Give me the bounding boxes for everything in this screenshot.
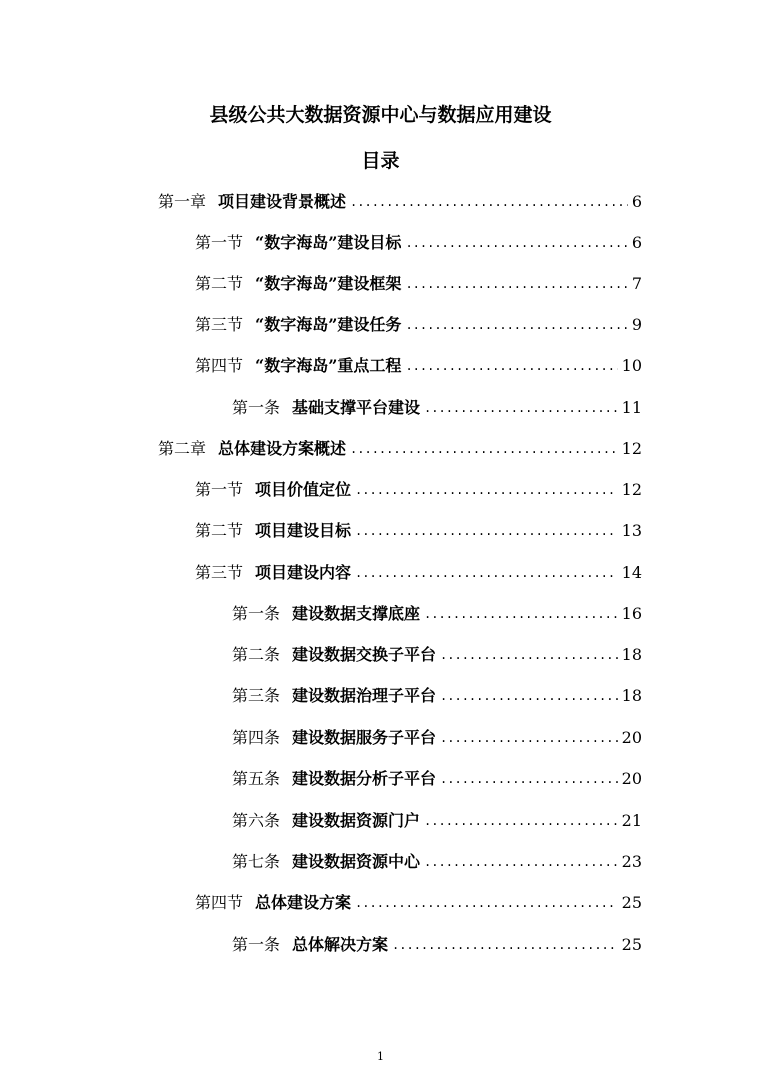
toc-entry[interactable] xyxy=(195,889,642,913)
toc-entry[interactable] xyxy=(232,724,642,748)
toc-entry[interactable] xyxy=(232,931,642,955)
toc-leader-dots xyxy=(355,483,618,500)
toc-entry-page: 6 xyxy=(631,192,642,211)
toc-entry-number: 第一章 xyxy=(158,192,207,211)
toc-entry[interactable] xyxy=(195,229,642,253)
toc-entry-title: “数字海岛”重点工程 xyxy=(255,356,402,375)
toc-leader-dots xyxy=(405,277,627,294)
toc-entry-page: 25 xyxy=(621,935,642,954)
toc-entry-number: 第一条 xyxy=(232,935,281,954)
toc-heading: 目录 xyxy=(361,150,400,172)
toc-entry[interactable] xyxy=(195,352,642,376)
toc-leader-dots xyxy=(440,648,618,665)
toc-entry-title: 总体建设方案 xyxy=(255,893,352,912)
toc-leader-dots xyxy=(350,442,618,459)
toc-entry-title: 建设数据资源中心 xyxy=(292,852,421,871)
toc-leader-dots xyxy=(355,896,618,913)
toc-entry-title: 基础支撑平台建设 xyxy=(292,398,421,417)
toc-entry[interactable] xyxy=(195,517,642,541)
toc-entry[interactable] xyxy=(195,476,642,500)
toc-entry-page: 23 xyxy=(621,852,642,871)
toc-entry-page: 12 xyxy=(621,439,642,458)
toc-leader-dots xyxy=(355,524,618,541)
toc-entry-number: 第二章 xyxy=(158,439,207,458)
toc-entry-page: 18 xyxy=(621,686,642,705)
toc-entry-number: 第三条 xyxy=(232,686,281,705)
toc-entry-title: 项目建设背景概述 xyxy=(218,192,347,211)
toc-entry-number: 第二条 xyxy=(232,645,281,664)
toc-leader-dots xyxy=(440,772,618,789)
page-number: 1 xyxy=(377,1050,384,1063)
toc-entry-title: 建设数据分析子平台 xyxy=(292,769,437,788)
toc-leader-dots xyxy=(405,318,627,335)
toc-entry-page: 11 xyxy=(621,398,642,417)
toc-entry-title: 建设数据治理子平台 xyxy=(292,686,437,705)
toc-entry-page: 25 xyxy=(621,893,642,912)
toc-entry-title: 项目建设目标 xyxy=(255,521,352,540)
toc-entry[interactable] xyxy=(232,848,642,872)
toc-leader-dots xyxy=(424,401,618,418)
toc-entry[interactable] xyxy=(195,311,642,335)
toc-entry[interactable] xyxy=(158,435,642,459)
toc-entry-page: 16 xyxy=(621,604,642,623)
toc-entry-number: 第二节 xyxy=(195,521,244,540)
toc-entry-page: 7 xyxy=(631,274,642,293)
toc-entry-page: 10 xyxy=(621,356,642,375)
toc-entry-page: 6 xyxy=(631,233,642,252)
toc-leader-dots xyxy=(405,359,617,376)
toc-leader-dots xyxy=(424,814,618,831)
toc-entry-number: 第七条 xyxy=(232,852,281,871)
toc-entry-number: 第五条 xyxy=(232,769,281,788)
toc-entry-number: 第三节 xyxy=(195,563,244,582)
toc-entry-number: 第三节 xyxy=(195,315,244,334)
toc-entry-title: 建设数据服务子平台 xyxy=(292,728,437,747)
toc-entry[interactable] xyxy=(195,559,642,583)
toc-entry[interactable] xyxy=(232,765,642,789)
toc-entry[interactable] xyxy=(232,394,642,418)
toc-entry-number: 第一条 xyxy=(232,604,281,623)
toc-leader-dots xyxy=(355,566,618,583)
toc-entry-page: 13 xyxy=(621,521,642,540)
toc-entry-number: 第一节 xyxy=(195,233,244,252)
toc-entry-page: 18 xyxy=(621,645,642,664)
toc-entry-title: 项目建设内容 xyxy=(255,563,352,582)
toc-leader-dots xyxy=(440,689,618,706)
toc-entry-title: 总体建设方案概述 xyxy=(218,439,347,458)
toc-entry-number: 第一节 xyxy=(195,480,244,499)
toc-entry-number: 第一条 xyxy=(232,398,281,417)
toc-entry[interactable] xyxy=(232,807,642,831)
toc-entry[interactable] xyxy=(158,188,642,212)
toc-entry-page: 14 xyxy=(621,563,642,582)
toc-entry-number: 第二节 xyxy=(195,274,244,293)
toc-entry-title: “数字海岛”建设任务 xyxy=(255,315,402,334)
toc-entry-page: 21 xyxy=(621,811,642,830)
toc-entry-number: 第四节 xyxy=(195,893,244,912)
toc-entry[interactable] xyxy=(232,600,642,624)
toc-leader-dots xyxy=(440,731,618,748)
toc-entry-page: 12 xyxy=(621,480,642,499)
toc-entry[interactable] xyxy=(232,682,642,706)
toc-leader-dots xyxy=(350,195,628,212)
toc-leader-dots xyxy=(392,938,618,955)
toc-entry-number: 第六条 xyxy=(232,811,281,830)
toc-entry-title: 建设数据交换子平台 xyxy=(292,645,437,664)
toc-entry-page: 20 xyxy=(621,728,642,747)
toc-entry-title: “数字海岛”建设框架 xyxy=(255,274,402,293)
toc-entry-number: 第四条 xyxy=(232,728,281,747)
toc-leader-dots xyxy=(405,236,627,253)
toc-entry[interactable] xyxy=(195,270,642,294)
toc-entry-title: 项目价值定位 xyxy=(255,480,352,499)
toc-entry-page: 9 xyxy=(631,315,642,334)
document-title: 县级公共大数据资源中心与数据应用建设 xyxy=(209,104,552,126)
toc-entry-page: 20 xyxy=(621,769,642,788)
toc-entry-title: 总体解决方案 xyxy=(292,935,389,954)
toc-entry[interactable] xyxy=(232,641,642,665)
toc-entry-title: “数字海岛”建设目标 xyxy=(255,233,402,252)
toc-entry-title: 建设数据支撑底座 xyxy=(292,604,421,623)
toc-entry-number: 第四节 xyxy=(195,356,244,375)
toc-leader-dots xyxy=(424,607,618,624)
toc-entry-title: 建设数据资源门户 xyxy=(292,811,421,830)
toc-leader-dots xyxy=(424,855,618,872)
